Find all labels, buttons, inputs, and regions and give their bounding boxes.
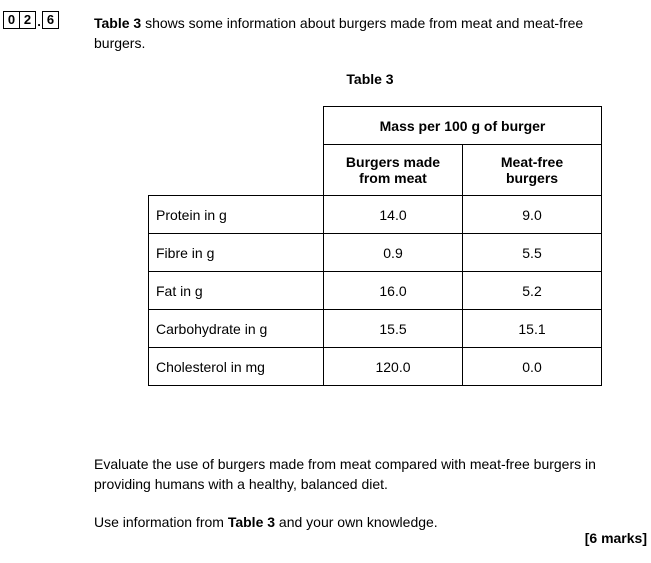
meat-free-value: 5.2 <box>463 272 602 310</box>
meat-value: 14.0 <box>324 196 463 234</box>
mass-per-100g-header: Mass per 100 g of burger <box>324 107 602 145</box>
meat-free-burger-header-label: Meat-free burgers <box>500 154 564 186</box>
meat-value: 0.9 <box>324 234 463 272</box>
table-row <box>149 348 602 386</box>
marks-allocation: [6 marks] <box>584 530 647 546</box>
table-row <box>149 234 602 272</box>
meat-value: 15.5 <box>324 310 463 348</box>
table-title: Table 3 <box>346 71 394 87</box>
table-row <box>149 196 602 234</box>
table-corner-blank <box>149 145 324 196</box>
question-number <box>3 11 59 29</box>
question-intro <box>94 13 614 53</box>
question-digit-box: 0 <box>3 11 20 29</box>
meat-free-burger-header <box>463 145 602 196</box>
question-digit-box: 6 <box>42 11 59 29</box>
table-column-header-row <box>149 145 602 196</box>
row-label: Fibre in g <box>149 234 324 272</box>
question-digit-box: 2 <box>20 11 36 29</box>
meat-burger-header-label: Burgers made from meat <box>345 154 441 186</box>
row-label: Fat in g <box>149 272 324 310</box>
table-span-header-row <box>149 107 602 145</box>
meat-burger-header <box>324 145 463 196</box>
meat-free-value: 0.0 <box>463 348 602 386</box>
meat-free-value: 15.1 <box>463 310 602 348</box>
table-corner-blank <box>149 107 324 145</box>
meat-value: 16.0 <box>324 272 463 310</box>
row-label: Cholesterol in mg <box>149 348 324 386</box>
row-label: Carbohydrate in g <box>149 310 324 348</box>
table-reference: Table 3 <box>227 514 276 530</box>
use-information-instruction <box>94 512 438 532</box>
use-info-suffix: and your own knowledge. <box>275 514 438 530</box>
table-row <box>149 310 602 348</box>
evaluate-instruction: Evaluate the use of burgers made from meat compared with meat-free burgers in providing humans with a healthy, balanced diet. <box>94 456 596 492</box>
meat-free-value: 9.0 <box>463 196 602 234</box>
meat-value: 120.0 <box>324 348 463 386</box>
row-label: Protein in g <box>149 196 324 234</box>
burger-nutrition-table <box>148 106 602 386</box>
use-info-prefix: Use information from <box>94 514 228 530</box>
meat-free-value: 5.5 <box>463 234 602 272</box>
table-row <box>149 272 602 310</box>
table-reference: Table 3 <box>94 15 142 31</box>
intro-text: shows some information about burgers made from meat and meat-free burgers. <box>94 15 584 51</box>
question-separator: . <box>37 14 41 29</box>
